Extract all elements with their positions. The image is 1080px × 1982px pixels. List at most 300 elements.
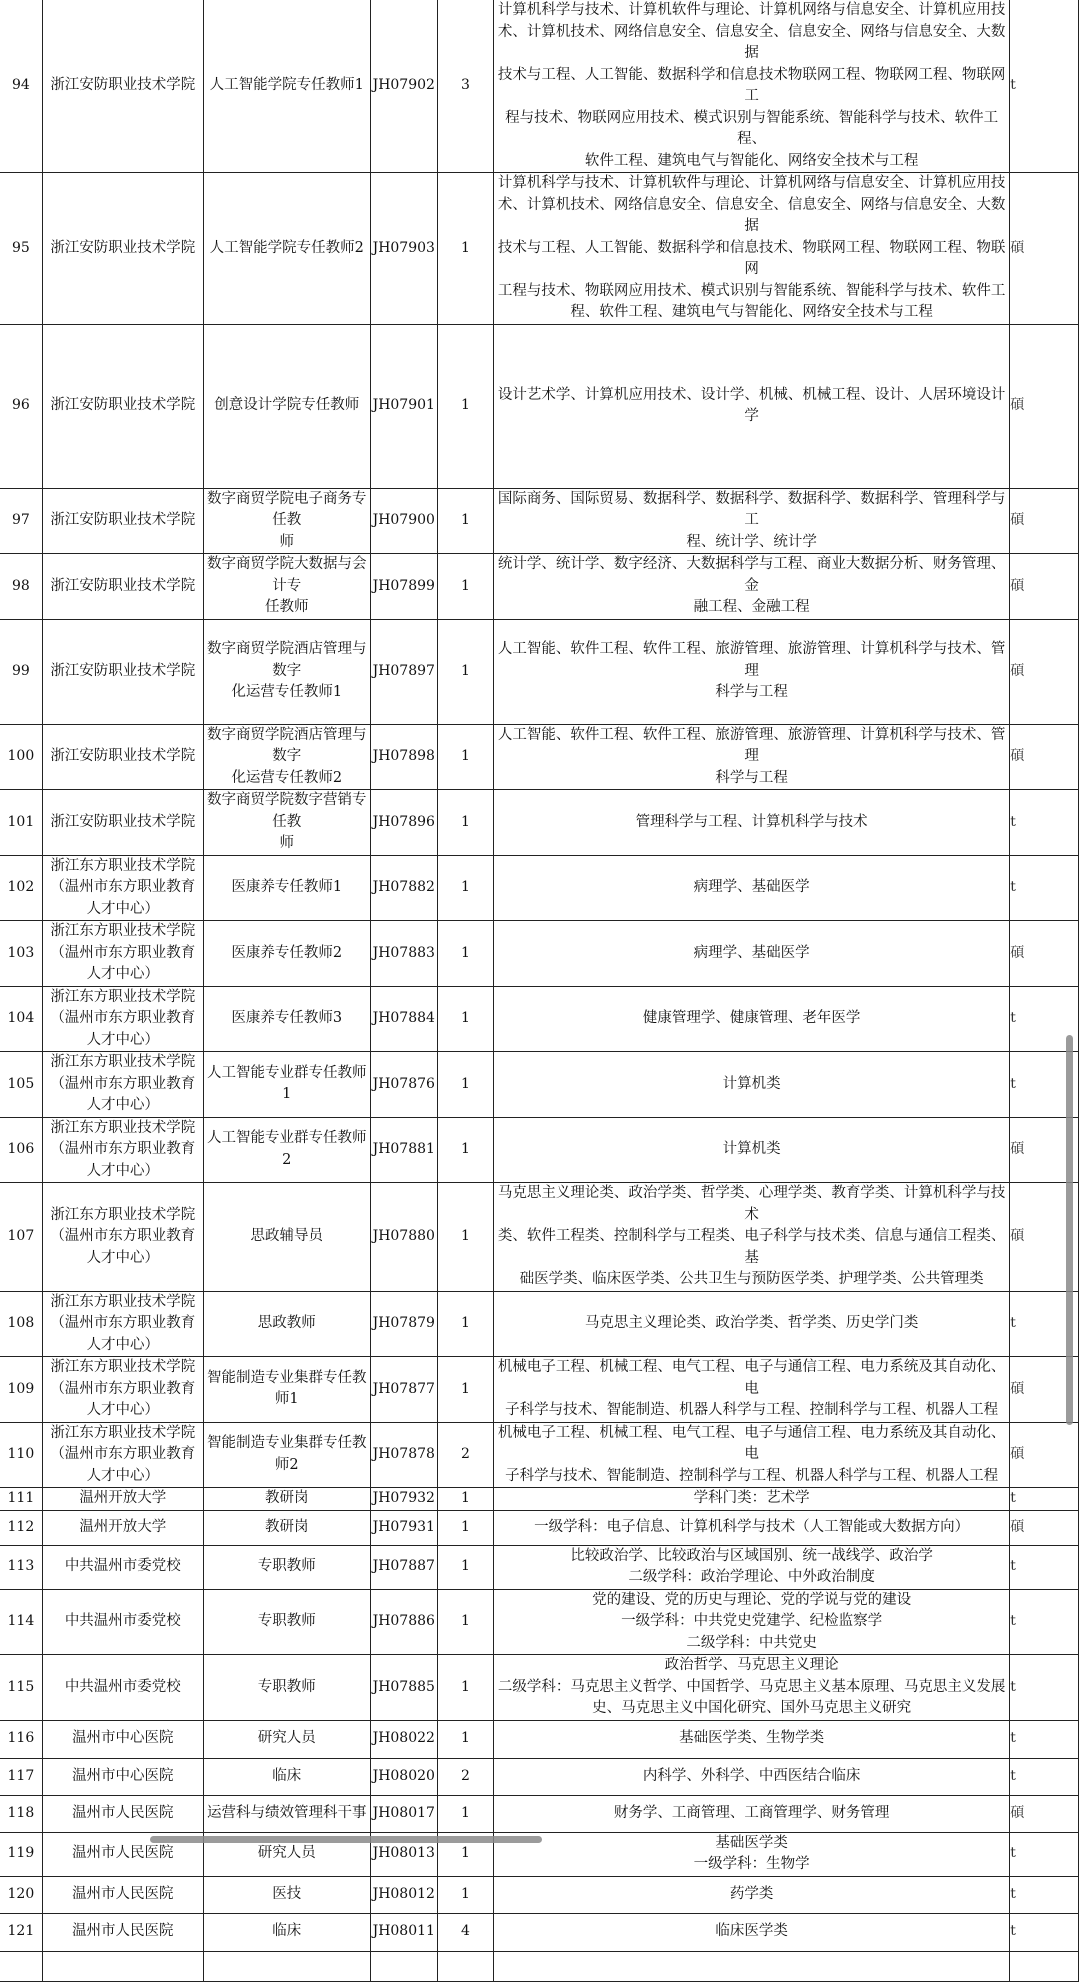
employer-cell-line: 浙江东方职业技术学院: [50, 1054, 196, 1070]
employer-cell-line: 浙江安防职业技术学院: [50, 512, 196, 528]
major-requirement-cell: [493, 986, 1009, 1052]
headcount-cell: 1: [437, 324, 493, 488]
headcount-cell: 1: [437, 1357, 493, 1423]
table-row: [0, 1357, 1079, 1423]
row-number-cell: 103: [0, 921, 42, 987]
table-row: [0, 173, 1079, 325]
major-requirement-cell-line: 软件工程、建筑电气与智能化、网络安全技术与工程: [584, 152, 919, 169]
table-row: [0, 790, 1079, 856]
employer-cell-line: （温州市东方职业教育: [50, 1315, 196, 1331]
major-requirement-cell-line: 内科学、外科学、中西医结合临床: [642, 1767, 861, 1784]
position-cell: [203, 986, 370, 1052]
position-cell: [203, 1183, 370, 1292]
row-number-cell: 99: [0, 619, 42, 724]
position-cell-line: 智能制造专业集群专任教师1: [206, 1369, 367, 1408]
headcount-cell: 2: [437, 1758, 493, 1795]
truncated-column-cell: 碩: [1010, 1183, 1079, 1292]
row-number-cell: 112: [0, 1510, 42, 1545]
employer-cell: [42, 1795, 203, 1832]
major-requirement-cell: [493, 724, 1009, 790]
major-requirement-cell: [493, 855, 1009, 921]
table-row: [0, 1291, 1079, 1357]
truncated-column-cell: 碩: [1010, 173, 1079, 325]
major-requirement-cell: [493, 921, 1009, 987]
major-requirement-cell-line: 二级学科：中共党史: [686, 1634, 817, 1651]
major-requirement-cell: [493, 790, 1009, 856]
employer-cell: [42, 1117, 203, 1183]
headcount-cell: 1: [437, 1655, 493, 1721]
position-cell: [203, 1052, 370, 1118]
employer-cell-line: 人才中心）: [86, 1402, 160, 1418]
table-row: [0, 1183, 1079, 1292]
employer-cell-line: （温州市东方职业教育: [50, 1141, 196, 1157]
position-code-cell: JH07877: [370, 1357, 437, 1423]
row-number-cell: 118: [0, 1795, 42, 1832]
employer-cell: [42, 1422, 203, 1488]
position-code-cell: JH07886: [370, 1589, 437, 1655]
major-requirement-cell-line: 计算机类: [722, 1141, 781, 1157]
major-requirement-cell: [493, 324, 1009, 488]
employer-cell-line: 温州市人民医院: [72, 1885, 174, 1902]
truncated-column-cell: 碩: [1010, 1357, 1079, 1423]
position-cell-line: 医康养专任教师2: [231, 944, 343, 961]
position-cell-line: 数字商贸学院电子商务专任教: [206, 490, 367, 528]
employer-cell-line: 浙江安防职业技术学院: [50, 239, 196, 256]
horizontal-scrollbar[interactable]: [150, 1836, 542, 1843]
employer-cell-line: 浙江安防职业技术学院: [50, 813, 196, 830]
major-requirement-cell-line: 程、软件工程、建筑电气与智能化、网络安全技术与工程: [570, 304, 933, 320]
position-cell-line: 师: [279, 533, 294, 550]
position-code-cell: JH08013: [370, 1832, 437, 1876]
major-requirement-cell-line: 政治哲学、马克思主义理论: [664, 1657, 839, 1673]
position-cell-line: 教研岗: [264, 1518, 309, 1535]
major-requirement-cell: [493, 173, 1009, 325]
employer-cell-line: 人才中心）: [86, 1031, 160, 1048]
major-requirement-cell-line: 统计学、统计学、数字经济、大数据科学与工程、商业大数据分析、财务管理、金: [497, 556, 1006, 594]
truncated-column-cell: t: [1010, 790, 1079, 856]
table-row: [0, 488, 1079, 554]
major-requirement-cell: [493, 1655, 1009, 1721]
employer-cell-line: （温州市东方职业教育: [50, 944, 196, 961]
position-cell: [203, 1488, 370, 1511]
position-cell-line: 数字商贸学院数字营销专任教: [206, 792, 367, 830]
employer-cell: [42, 619, 203, 724]
position-cell-line: 数字商贸学院酒店管理与数字: [206, 726, 367, 764]
headcount-cell: 1: [437, 619, 493, 724]
employer-cell: [42, 1913, 203, 1951]
position-cell-line: 人工智能专业群专任教师1: [206, 1064, 367, 1103]
position-cell: [203, 855, 370, 921]
vertical-scrollbar[interactable]: [1066, 1035, 1073, 1425]
position-cell: [203, 921, 370, 987]
employer-cell-line: 温州市中心医院: [72, 1767, 174, 1784]
row-number-cell: 111: [0, 1488, 42, 1511]
employer-cell: [42, 1183, 203, 1292]
headcount-cell: 1: [437, 921, 493, 987]
major-requirement-cell-line: 融工程、金融工程: [693, 599, 810, 615]
position-cell: [203, 0, 370, 173]
row-number-cell: 101: [0, 790, 42, 856]
major-requirement-cell: [493, 1720, 1009, 1758]
employer-cell: [42, 1357, 203, 1423]
employer-cell: [42, 1291, 203, 1357]
headcount-cell: 1: [437, 1183, 493, 1292]
headcount-cell: 1: [437, 986, 493, 1052]
truncated-column-cell: 碩: [1010, 1422, 1079, 1488]
position-cell-line: 医技: [272, 1885, 302, 1902]
position-code-cell: JH07899: [370, 554, 437, 620]
major-requirement-cell-line: 二级学科：马克思主义哲学、中国哲学、马克思主义基本原理、马克思主义发展: [497, 1678, 1006, 1695]
row-number-cell: 110: [0, 1422, 42, 1488]
position-code-cell: JH07885: [370, 1655, 437, 1721]
major-requirement-cell-line: 类、软件工程类、控制科学与工程类、电子科学与技术类、信息与通信工程类、基: [497, 1228, 1006, 1266]
position-cell-line: 医康养专任教师1: [231, 879, 343, 895]
table-row: [0, 554, 1079, 620]
headcount-cell: 1: [437, 1488, 493, 1511]
position-cell: [203, 790, 370, 856]
headcount-cell: 3: [437, 0, 493, 173]
major-requirement-cell: [493, 1291, 1009, 1357]
position-code-cell: JH07932: [370, 1488, 437, 1511]
truncated-column-cell: t: [1010, 1913, 1079, 1951]
position-cell: [203, 1655, 370, 1721]
table-row: [0, 1655, 1079, 1721]
employer-cell-line: 人才中心）: [86, 1336, 160, 1353]
position-cell: [203, 1545, 370, 1589]
employer-cell: [42, 1655, 203, 1721]
major-requirement-cell: [493, 1795, 1009, 1832]
table-row: [0, 1913, 1079, 1951]
position-cell: [203, 1913, 370, 1951]
row-number-cell: 96: [0, 324, 42, 488]
major-requirement-cell: [493, 1117, 1009, 1183]
truncated-column-cell: t: [1010, 1052, 1079, 1118]
employer-cell-line: 浙江安防职业技术学院: [50, 577, 196, 594]
employer-cell-line: 浙江东方职业技术学院: [50, 1293, 196, 1310]
major-requirement-cell: [493, 488, 1009, 554]
major-requirement-cell: [493, 1758, 1009, 1795]
employer-cell-line: 温州市人民医院: [72, 1804, 174, 1821]
headcount-cell: 2: [437, 1422, 493, 1488]
truncated-column-cell: 碩: [1010, 619, 1079, 724]
employer-cell-line: 浙江东方职业技术学院: [50, 988, 196, 1005]
position-cell-line: 研究人员: [257, 1730, 316, 1747]
row-number-cell: 97: [0, 488, 42, 554]
major-requirement-cell-line: 术、计算机技术、网络信息安全、信息安全、信息安全、网络与信息安全、大数据: [497, 196, 1006, 234]
position-cell-line: 研究人员: [257, 1845, 316, 1862]
employer-cell: [42, 986, 203, 1052]
employer-cell-line: 温州开放大学: [79, 1490, 167, 1506]
position-code-cell: JH07931: [370, 1510, 437, 1545]
major-requirement-cell: [493, 1052, 1009, 1118]
employer-cell: [42, 1545, 203, 1589]
position-cell: [203, 488, 370, 554]
employer-cell-line: 人才中心）: [86, 1097, 160, 1113]
table-row: [0, 1758, 1079, 1795]
major-requirement-cell-line: 党的建设、党的历史与理论、党的学说与党的建设: [592, 1591, 912, 1608]
major-requirement-cell: [493, 1183, 1009, 1292]
employer-cell-line: 浙江东方职业技术学院: [50, 923, 196, 939]
position-cell-line: 创意设计学院专任教师: [214, 397, 360, 414]
table-row: [0, 0, 1079, 173]
position-cell-line: 人工智能学院专任教师2: [209, 239, 364, 256]
major-requirement-cell: [493, 1357, 1009, 1423]
major-requirement-cell-line: 管理科学与工程、计算机科学与技术: [635, 813, 868, 830]
position-code-cell: JH07900: [370, 488, 437, 554]
employer-cell: [42, 790, 203, 856]
position-cell-line: 数字商贸学院酒店管理与数字: [206, 641, 367, 679]
employer-cell-line: 温州市人民医院: [72, 1923, 174, 1940]
major-requirement-cell-line: 计算机科学与技术、计算机软件与理论、计算机网络与信息安全、计算机应用技: [497, 2, 1006, 18]
position-cell: [203, 1291, 370, 1357]
position-cell-line: 人工智能专业群专任教师2: [206, 1130, 367, 1168]
row-number-cell: 104: [0, 986, 42, 1052]
employer-cell-line: （温州市东方职业教育: [50, 1380, 196, 1397]
major-requirement-cell: [493, 1545, 1009, 1589]
major-requirement-cell-line: 史、马克思主义中国化研究、国外马克思主义研究: [592, 1700, 912, 1716]
table-row: [0, 1589, 1079, 1655]
employer-cell-line: 人才中心）: [86, 1249, 160, 1266]
position-code-cell: JH08012: [370, 1876, 437, 1913]
row-number-cell: 94: [0, 0, 42, 173]
major-requirement-cell: [493, 619, 1009, 724]
employer-cell-line: 人才中心）: [86, 1467, 160, 1484]
employer-cell-line: （温州市东方职业教育: [50, 1228, 196, 1244]
employer-cell: [42, 324, 203, 488]
employer-cell-line: （温州市东方职业教育: [50, 1446, 196, 1462]
table-row: [0, 724, 1079, 790]
position-code-cell: JH07881: [370, 1117, 437, 1183]
major-requirement-cell-line: 机械电子工程、机械工程、电气工程、电子与通信工程、电力系统及其自动化、电: [497, 1359, 1006, 1397]
headcount-cell: 1: [437, 724, 493, 790]
position-cell-line: 专职教师: [257, 1558, 316, 1575]
major-requirement-cell-line: 础医学类、临床医学类、公共卫生与预防医学类、护理学类、公共管理类: [519, 1271, 984, 1287]
employer-cell-line: 浙江安防职业技术学院: [50, 397, 196, 414]
position-cell-line: 化运营专任教师2: [231, 769, 343, 786]
table-row: [0, 1795, 1079, 1832]
headcount-cell: 1: [437, 1876, 493, 1913]
row-number-cell: 115: [0, 1655, 42, 1721]
position-code-cell: JH07876: [370, 1052, 437, 1118]
row-number-cell: 117: [0, 1758, 42, 1795]
major-requirement-cell-line: 药学类: [729, 1885, 774, 1902]
employer-cell: [42, 921, 203, 987]
employer-cell-line: 浙江东方职业技术学院: [50, 1119, 196, 1136]
position-code-cell: JH07903: [370, 173, 437, 325]
position-code-cell: JH07897: [370, 619, 437, 724]
major-requirement-cell-line: 技术与工程、人工智能、数据科学和信息技术、物联网工程、物联网工程、物联网: [497, 239, 1006, 277]
major-requirement-cell-line: 机械电子工程、机械工程、电气工程、电子与通信工程、电力系统及其自动化、电: [497, 1424, 1006, 1462]
position-cell-line: 任教师: [264, 599, 309, 615]
major-requirement-cell-line: 马克思主义理论类、政治学类、哲学类、历史学门类: [584, 1315, 919, 1331]
position-cell: [203, 1117, 370, 1183]
position-code-cell: JH08011: [370, 1913, 437, 1951]
headcount-cell: 1: [437, 173, 493, 325]
employer-cell: [42, 1488, 203, 1511]
table-row: [0, 1052, 1079, 1118]
empty-cell: [0, 1951, 42, 1981]
employer-cell-line: 中共温州市委党校: [64, 1613, 181, 1629]
headcount-cell: 1: [437, 1545, 493, 1589]
truncated-column-cell: 碩: [1010, 488, 1079, 554]
employer-cell: [42, 724, 203, 790]
position-cell: [203, 1758, 370, 1795]
position-cell-line: 智能制造专业集群专任教师2: [206, 1435, 367, 1473]
major-requirement-cell-line: 基础医学类、生物学类: [679, 1730, 825, 1747]
empty-cell: [1010, 1951, 1079, 1981]
major-requirement-cell-line: 学科门类：艺术学: [693, 1490, 810, 1506]
major-requirement-cell-line: 计算机类: [722, 1075, 781, 1092]
empty-cell: [42, 1951, 203, 1981]
major-requirement-cell-line: 工程与技术、物联网应用技术、模式识别与智能系统、智能科学与技术、软件工: [497, 282, 1006, 299]
employer-cell: [42, 1758, 203, 1795]
employer-cell: [42, 554, 203, 620]
headcount-cell: 1: [437, 554, 493, 620]
employer-cell-line: （温州市东方职业教育: [50, 879, 196, 895]
employer-cell: [42, 1876, 203, 1913]
major-requirement-cell: [493, 554, 1009, 620]
major-requirement-cell-line: 人工智能、软件工程、软件工程、旅游管理、旅游管理、计算机科学与技术、管理: [497, 726, 1006, 764]
headcount-cell: 1: [437, 1589, 493, 1655]
empty-cell: [493, 1951, 1009, 1981]
employer-cell: [42, 173, 203, 325]
position-cell-line: 思政教师: [257, 1315, 316, 1331]
headcount-cell: 1: [437, 855, 493, 921]
truncated-column-cell: t: [1010, 1655, 1079, 1721]
position-cell: [203, 1720, 370, 1758]
position-code-cell: JH07884: [370, 986, 437, 1052]
truncated-column-cell: t: [1010, 855, 1079, 921]
position-code-cell: JH07878: [370, 1422, 437, 1488]
row-number-cell: 98: [0, 554, 42, 620]
truncated-column-cell: t: [1010, 1832, 1079, 1876]
position-cell: [203, 173, 370, 325]
position-code-cell: JH08017: [370, 1795, 437, 1832]
position-code-cell: JH07902: [370, 0, 437, 173]
major-requirement-cell-line: 科学与工程: [715, 769, 788, 786]
major-requirement-cell-line: 一级学科：中共党史党建学、纪检监察学: [621, 1613, 883, 1629]
position-cell-line: 教研岗: [264, 1490, 309, 1506]
table-row: [0, 921, 1079, 987]
headcount-cell: 1: [437, 1720, 493, 1758]
truncated-column-cell: t: [1010, 1720, 1079, 1758]
table-row: [0, 324, 1079, 488]
position-cell-line: 医康养专任教师3: [231, 1010, 343, 1026]
position-code-cell: JH07896: [370, 790, 437, 856]
employer-cell: [42, 1510, 203, 1545]
position-code-cell: JH07879: [370, 1291, 437, 1357]
major-requirement-cell-line: 二级学科：政治学理论、中外政治制度: [628, 1569, 875, 1585]
empty-cell: [437, 1951, 493, 1981]
table-row: [0, 1876, 1079, 1913]
major-requirement-cell-line: 科学与工程: [715, 684, 788, 701]
row-number-cell: 121: [0, 1913, 42, 1951]
position-cell: [203, 619, 370, 724]
row-number-cell: 95: [0, 173, 42, 325]
major-requirement-cell-line: 临床医学类: [715, 1923, 788, 1940]
table-row-partial: [0, 1951, 1079, 1981]
position-code-cell: JH07880: [370, 1183, 437, 1292]
major-requirement-cell-line: 基础医学类: [715, 1834, 788, 1851]
truncated-column-cell: 碩: [1010, 921, 1079, 987]
employer-cell: [42, 855, 203, 921]
major-requirement-cell-line: 程与技术、物联网应用技术、模式识别与智能系统、智能科学与技术、软件工程、: [505, 109, 999, 147]
employer-cell: [42, 1052, 203, 1118]
truncated-column-cell: t: [1010, 1876, 1079, 1913]
table-row: [0, 1545, 1079, 1589]
row-number-cell: 119: [0, 1832, 42, 1876]
major-requirement-cell-line: 马克思主义理论类、政治学类、哲学类、心理学类、教育学类、计算机科学与技术: [497, 1185, 1006, 1223]
headcount-cell: 1: [437, 1117, 493, 1183]
truncated-column-cell: t: [1010, 0, 1079, 173]
position-cell: [203, 554, 370, 620]
position-cell-line: 思政辅导员: [250, 1228, 323, 1244]
position-cell-line: 化运营专任教师1: [231, 684, 343, 701]
major-requirement-cell-line: 财务学、工商管理、工商管理学、财务管理: [613, 1804, 890, 1821]
major-requirement-cell-line: 子科学与技术、智能制造、控制科学与工程、机器人科学与工程、机器人工程: [505, 1467, 999, 1484]
major-requirement-cell-line: 设计艺术学、计算机应用技术、设计学、机械、机械工程、设计、人居环境设计学: [497, 386, 1006, 424]
position-code-cell: JH07901: [370, 324, 437, 488]
truncated-column-cell: t: [1010, 986, 1079, 1052]
position-cell: [203, 1795, 370, 1832]
truncated-column-cell: t: [1010, 1545, 1079, 1589]
employer-cell-line: 浙江东方职业技术学院: [50, 1206, 196, 1223]
major-requirement-cell-line: 术、计算机技术、网络信息安全、信息安全、信息安全、网络与信息安全、大数据: [497, 23, 1006, 61]
truncated-column-cell: t: [1010, 1488, 1079, 1511]
row-number-cell: 107: [0, 1183, 42, 1292]
headcount-cell: 1: [437, 1795, 493, 1832]
truncated-column-cell: 碩: [1010, 324, 1079, 488]
major-requirement-cell-line: 比较政治学、比较政治与区域国别、统一战线学、政治学: [570, 1547, 933, 1564]
table-row: [0, 986, 1079, 1052]
major-requirement-cell-line: 计算机科学与技术、计算机软件与理论、计算机网络与信息安全、计算机应用技: [497, 175, 1006, 191]
employer-cell-line: 浙江安防职业技术学院: [50, 77, 196, 94]
headcount-cell: 4: [437, 1913, 493, 1951]
major-requirement-cell-line: 健康管理学、健康管理、老年医学: [642, 1010, 861, 1026]
position-cell-line: 临床: [272, 1923, 302, 1940]
position-cell-line: 临床: [272, 1767, 302, 1784]
position-cell: [203, 1510, 370, 1545]
position-cell: [203, 324, 370, 488]
position-code-cell: JH07882: [370, 855, 437, 921]
headcount-cell: 1: [437, 790, 493, 856]
empty-cell: [370, 1951, 437, 1981]
employer-cell-line: 浙江东方职业技术学院: [50, 1359, 196, 1375]
row-number-cell: 100: [0, 724, 42, 790]
position-cell-line: 运营科与绩效管理科干事: [206, 1804, 367, 1821]
row-number-cell: 105: [0, 1052, 42, 1118]
headcount-cell: 1: [437, 1510, 493, 1545]
major-requirement-cell: [493, 0, 1009, 173]
table-row: [0, 1488, 1079, 1511]
position-cell: [203, 1422, 370, 1488]
major-requirement-cell: [493, 1510, 1009, 1545]
position-cell: [203, 1876, 370, 1913]
position-cell-line: 师: [279, 835, 294, 851]
major-requirement-cell-line: 一级学科：电子信息、计算机科学与技术（人工智能或大数据方向）: [534, 1518, 970, 1535]
major-requirement-cell: [493, 1422, 1009, 1488]
empty-cell: [203, 1951, 370, 1981]
major-requirement-cell-line: 一级学科：生物学: [693, 1856, 810, 1872]
truncated-column-cell: 碩: [1010, 724, 1079, 790]
employer-cell-line: 人才中心）: [86, 966, 160, 982]
table-row: [0, 1510, 1079, 1545]
employer-cell-line: （温州市东方职业教育: [50, 1075, 196, 1092]
truncated-column-cell: 碩: [1010, 554, 1079, 620]
major-requirement-cell: [493, 1832, 1009, 1876]
truncated-column-cell: t: [1010, 1589, 1079, 1655]
position-cell: [203, 1357, 370, 1423]
